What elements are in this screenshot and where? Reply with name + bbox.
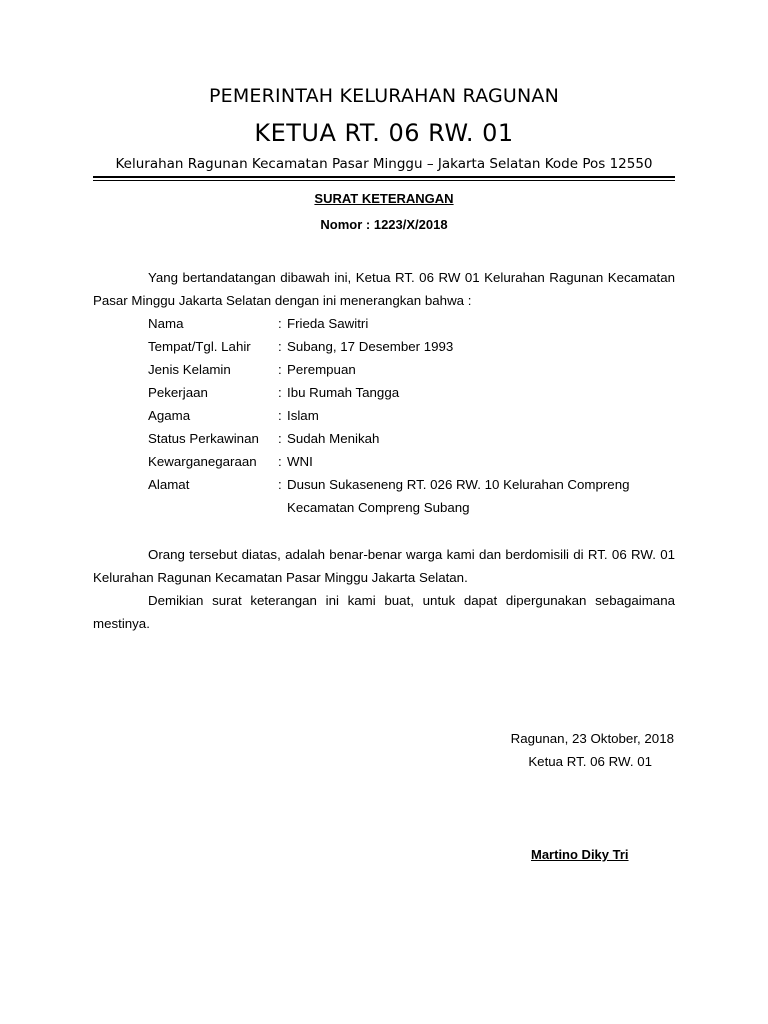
statement-paragraph: Orang tersebut diatas, adalah benar-benar warga kami dan berdomisili di RT. 06 RW. 01 Kelurahan Ragunan Kecamatan Pasar Minggu Jakarta Selatan. bbox=[93, 547, 675, 585]
field-label: Status Perkawinan bbox=[148, 431, 259, 446]
field-row-marital-status bbox=[148, 427, 675, 450]
letterhead-address: Kelurahan Ragunan Kecamatan Pasar Minggu – Jakarta Selatan Kode Pos 12550 bbox=[115, 156, 653, 172]
field-colon: : bbox=[278, 316, 282, 331]
field-colon: : bbox=[278, 385, 282, 400]
field-label: Alamat bbox=[148, 477, 190, 492]
field-label: Agama bbox=[148, 408, 191, 423]
field-label: Pekerjaan bbox=[148, 385, 208, 400]
document-number: Nomor : 1223/X/2018 bbox=[320, 217, 448, 232]
letterhead-divider-thick bbox=[93, 176, 675, 178]
field-row-nationality bbox=[148, 450, 675, 473]
field-row-name bbox=[148, 312, 675, 335]
field-value: Sudah Menikah bbox=[287, 431, 380, 446]
field-colon: : bbox=[278, 362, 282, 377]
field-value: Subang, 17 Desember 1993 bbox=[287, 339, 454, 354]
field-value: Ibu Rumah Tangga bbox=[287, 385, 400, 400]
signature-role: Ketua RT. 06 RW. 01 bbox=[528, 754, 652, 769]
field-value: Islam bbox=[287, 408, 319, 423]
field-value: Frieda Sawitri bbox=[287, 316, 369, 331]
field-row-occupation bbox=[148, 381, 675, 404]
field-label: Nama bbox=[148, 316, 184, 331]
personal-details bbox=[148, 312, 675, 519]
signature-place-date: Ragunan, 23 Oktober, 2018 bbox=[510, 731, 674, 746]
field-label: Tempat/Tgl. Lahir bbox=[148, 339, 251, 354]
field-colon: : bbox=[278, 431, 282, 446]
field-value: WNI bbox=[287, 454, 313, 469]
signatory-name: Martino Diky Tri bbox=[531, 847, 629, 862]
field-colon: : bbox=[278, 454, 282, 469]
field-colon: : bbox=[278, 408, 282, 423]
field-row-gender bbox=[148, 358, 675, 381]
field-row-birth bbox=[148, 335, 675, 358]
field-row-religion bbox=[148, 404, 675, 427]
field-label: Jenis Kelamin bbox=[148, 362, 231, 377]
intro-paragraph: Yang bertandatangan dibawah ini, Ketua RT. 06 RW 01 Kelurahan Ragunan Kecamatan Pasar Minggu Jakarta Selatan dengan ini menerangkan bahwa : bbox=[93, 270, 675, 308]
closing-paragraph: Demikian surat keterangan ini kami buat, untuk dapat dipergunakan sebagaimana mestinya. bbox=[93, 593, 675, 631]
field-label: Kewarganegaraan bbox=[148, 454, 257, 469]
letterhead-government: PEMERINTAH KELURAHAN RAGUNAN bbox=[208, 85, 560, 107]
field-value: Dusun Sukaseneng RT. 026 RW. 10 Kelurahan Compreng Kecamatan Compreng Subang bbox=[287, 477, 630, 515]
field-colon: : bbox=[278, 477, 282, 492]
field-row-address bbox=[148, 473, 675, 519]
field-value: Perempuan bbox=[287, 362, 356, 377]
letterhead-office: KETUA RT. 06 RW. 01 bbox=[254, 119, 514, 147]
field-colon: : bbox=[278, 339, 282, 354]
letterhead-divider-thin bbox=[93, 180, 675, 181]
document-title: SURAT KETERANGAN bbox=[314, 191, 454, 206]
